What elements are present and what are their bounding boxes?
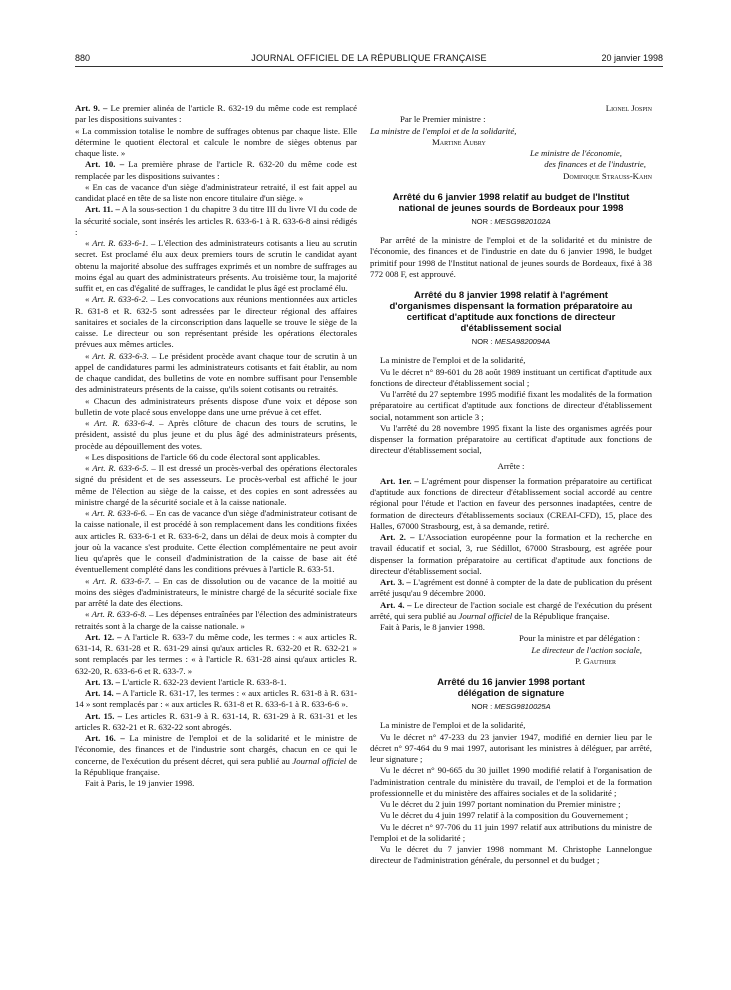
signature-name: Dominique Strauss-Kahn — [563, 170, 652, 181]
article: Art. 9. – Le premier alinéa de l'article R. 632-19 du même code est remplacé par les dispositions suivantes : — [75, 103, 358, 125]
page-header — [75, 53, 663, 67]
arrete-title: Arrêté du 6 janvier 1998 relatif au budget de l'Institut national de jeunes sourds de Bordeaux pour 1998 — [392, 191, 630, 214]
nor-reference: NOR : MESG9810025A — [471, 702, 551, 711]
signature-role: Le directeur de l'action sociale, — [531, 644, 642, 655]
nor-reference: NOR : MESG9820102A — [471, 216, 551, 226]
article: Art. 3. – L'agrément est donné à compter de la date de publication du présent arrêté jusqu'au 9 décembre 2000. — [370, 577, 652, 599]
paragraph: « Art. R. 633-6-7. – En cas de dissolution ou de vacance de la moitié au moins des sièges d'administrateurs, le ministre chargé de la sécurité sociale fixe par arrêté la date des élections. — [75, 575, 357, 608]
article: Art. 14. – A l'article R. 631-17, les termes : « aux articles R. 631-8 à R. 631-14 » sont remplacés par : « aux articles R. 631-8 et R. 633-6-1 à R. 633-6-6 ». — [75, 688, 357, 710]
paragraph: « Art. R. 633-6-8. – Les dépenses entraînées par l'élection des administrateurs retraités sont à la charge de la caisse nationale. » — [75, 609, 358, 631]
arrete-title: Arrêté du 16 janvier 1998 portant délégation de signature — [437, 677, 585, 699]
nor-reference: NOR : MESA9820094A — [471, 337, 551, 346]
arrete-keyword: Arrête : — [497, 460, 525, 471]
arrete-text: Par arrêté de la ministre de l'emploi et de la solidarité et du ministre de l'économie, des finances et de l'industrie en date du 6 janvier 1998, le budget primitif pour 1998 de l'Institut national de jeunes sourds de Bordeaux, fixé à 38 772 008 F, est approuvé. — [370, 235, 652, 279]
signature-name: P. Gauthier — [575, 655, 616, 666]
article: Art. 2. – L'Association européenne pour la formation et la recherche en travail éducatif et social, 3, rue Sédillot, 67000 Strasbourg, est agréée pour dispenser la formation préparatoire au certificat d'aptitude aux fonctions de directeur d'établissement social. — [370, 532, 652, 576]
article: Art. 16. – La ministre de l'emploi et de la solidarité et le ministre de l'économie, des finances et de l'industrie sont chargés, chacun en ce qui le concerne, de l'exécution du présent décret, qui sera publié au Journal officiel de la République française. — [75, 733, 357, 777]
signature-role: La ministre de l'emploi et de la solidarité, — [370, 125, 517, 136]
paragraph: Vu le décret du 4 juin 1997 relatif à la composition du Gouvernement ; — [380, 810, 629, 821]
paragraph: Vu le décret n° 90-665 du 30 juillet 1990 modifié relatif à l'organisation de l'administration centrale du ministère du travail, de l'emploi et de la formation professionnelle et du ministère des affaires sociales et de la solidarité ; — [370, 765, 652, 798]
arrete-title: Arrêté du 8 janvier 1998 relatif à l'agrément d'organismes dispensant la formation préparatoire au certificat d'aptitude aux fonctions de directeur d'établissement social — [389, 290, 633, 334]
article: Art. 13. – L'article R. 632-23 devient l'article R. 633-8-1. — [85, 676, 287, 687]
paragraph: Vu l'arrêté du 28 novembre 1995 fixant la liste des organismes agréés pour dispenser la formation préparatoire au certificat d'aptitude aux fonctions de directeur d'établissement social, — [370, 422, 652, 456]
paragraph: « Art. R. 633-6-5. – Il est dressé un procès-verbal des opérations électorales signé du président et de ses assesseurs. Le procès-verbal est affiché le jour même de l'élection au siège de la caisse, et des copies en sont adressées au ministre chargé de la sécurité sociale et à la caisse nationale. — [75, 463, 358, 507]
article: Art. 15. – Les articles R. 631-9 à R. 631-14, R. 631-29 à R. 631-31 et les articles R. 632-21 et R. 632-22 sont abrogés. — [75, 710, 357, 732]
signature-premier-ministre: Lionel Jospin — [605, 103, 652, 113]
right-column — [370, 103, 652, 867]
paragraph: Vu le décret n° 97-706 du 11 juin 1997 relatif aux attributions du ministre de l'emploi et de la solidarité ; — [370, 821, 652, 843]
left-column — [75, 103, 357, 789]
date-line: Fait à Paris, le 8 janvier 1998. — [380, 622, 485, 632]
paragraph: La ministre de l'emploi et de la solidarité, — [380, 355, 526, 366]
paragraph: « Art. R. 633-6-6. – En cas de vacance d'un siège d'administrateur cotisant de la caisse nationale, il est procédé à son remplacement dans les conditions fixées aux articles R. 633-6-1 et R. 633-6-2, dans un délai de deux mois à compter du jour où la vacance s'est produite. Cette élection complémentaire ne peut avoir lieu qu'après que le conseil d'administration de la caisse de base ait été éventuellement complété dans les conditions prévues à l'article R. 633-51. — [75, 508, 358, 575]
paragraph: Fait à Paris, le 19 janvier 1998. — [85, 778, 195, 788]
paragraph: Vu l'arrêté du 27 septembre 1995 modifié fixant les modalités de la formation préparatoire au certificat d'aptitude aux fonctions de directeur d'établissement social, notamment son article 3 ; — [370, 389, 652, 422]
signature-line: Par le Premier ministre : — [400, 114, 486, 125]
paragraph: La ministre de l'emploi et de la solidarité, — [380, 720, 526, 731]
article: Art. 11. – A la sous-section 1 du chapitre 3 du titre III du livre VI du code de la sécurité sociale, sont insérés les articles R. 633-6-1 à R. 633-6-8 ainsi rédigés : — [75, 204, 357, 237]
paragraph: « Les dispositions de l'article 66 du code électoral sont applicables. — [85, 451, 321, 462]
paragraph: « Art. R. 633-6-2. – Les convocations aux réunions mentionnées aux articles R. 631-8 et R. 632-5 sont adressées par le directeur régional des affaires sanitaires et sociales de la circonscription dans laquelle se trouve le siège de la caisse. Le directeur ou son représentant préside les opérations électorales prévues aux mêmes articles. — [75, 294, 358, 350]
article: Art. 4. – Le directeur de l'action sociale est chargé de l'exécution du présent arrêté, qui sera publié au Journal officiel de la République française. — [370, 599, 652, 621]
signature-role: Le ministre de l'économie, — [530, 148, 622, 158]
paragraph: « Art. R. 633-6-3. – Le président procède avant chaque tour de scrutin à un appel de candidatures parmi les administrateurs cotisants et fait établir, au nom de chaque candidat, des bulletins de vote en nombre suffisant pour l'ensemble des administrateurs présents de la caisse, qu'ils soient cotisants ou retraités. — [75, 350, 357, 395]
journal-title: JOURNAL OFFICIEL DE LA RÉPUBLIQUE FRANÇAISE — [251, 53, 487, 63]
page-number: 880 — [75, 53, 91, 63]
paragraph: Vu le décret du 2 juin 1997 portant nomination du Premier ministre ; — [380, 799, 621, 809]
paragraph: Vu le décret n° 47-233 du 23 janvier 1947, modifié en dernier lieu par le décret n° 97-464 du 9 mai 1997, autorisant les ministres à déléguer, par arrêté, leur signature ; — [370, 731, 652, 764]
paragraph: « La commission totalise le nombre de suffrages obtenus par chaque liste. Elle détermine le quotient électoral et calcule le nombre de sièges obtenus par chaque liste. » — [75, 125, 357, 158]
paragraph: « Art. R. 633-6-4. – Après clôture de chacun des tours de scrutins, le président, assisté du plus jeune et du plus âgé des administrateurs présents, procède au dépouillement des votes. — [75, 418, 358, 451]
article: Art. 10. – La première phrase de l'article R. 632-20 du même code est remplacée par les dispositions suivantes : — [75, 159, 357, 181]
paragraph: « Chacun des administrateurs présents dispose d'une voix et dépose son bulletin de vote placé sous enveloppe dans une urne prévue à cet effet. — [75, 395, 357, 417]
signature-name: Martine Aubry — [432, 136, 486, 147]
paragraph: « En cas de vacance d'un siège d'administrateur retraité, il est fait appel au candidat placé en tête de sa liste non encore titulaire d'un siège. » — [75, 181, 357, 203]
issue-date: 20 janvier 1998 — [601, 53, 663, 63]
paragraph: Vu le décret du 7 janvier 1998 nommant M. Christophe Lannelongue directeur de l'administration générale, du personnel et du budget ; — [370, 844, 652, 866]
article: Art. 1er. – L'agrément pour dispenser la formation préparatoire au certificat d'aptitude aux fonctions de directeur d'établissement social accordé au centre régional pour l'étude et l'action en faveur des personnes inadaptées, centre de formation de directeurs d'établissements sociaux (CREAI-CFD), 15, place des Halles, 67000 Strasbourg, est, à sa demande, retiré. — [370, 475, 652, 531]
signature-role: des finances et de l'industrie, — [544, 159, 646, 170]
delegation-line: Pour la ministre et par délégation : — [518, 633, 640, 644]
header-rule — [75, 66, 663, 67]
paragraph: Vu le décret n° 89-601 du 28 août 1989 instituant un certificat d'aptitude aux fonctions de directeur d'établissement social ; — [370, 366, 652, 388]
paragraph: « Art. R. 633-6-1. – L'élection des administrateurs cotisants a lieu au scrutin secret. Est proclamé élu aux deux premiers tours de scrutin le candidat ayant obtenu la majorité absolue des suffrages exprimés et un nombre de suffrages au moins égal au quart des administrateurs présents. Au troisième tour, la majorité suffit et, en cas d'égalité de suffrages, le candidat le plus âgé est proclamé élu. — [75, 238, 358, 293]
article: Art. 12. – A l'article R. 633-7 du même code, les termes : « aux articles R. 631-14, R. 631-28 et R. 631-29 ainsi qu'aux articles R. 632-20 et R. 632-21 » sont remplacés par les termes : « à l'article R. 631-28 ainsi qu'aux articles R. 632-20, R. 633-6-6 et R. 633-7. » — [75, 631, 357, 676]
